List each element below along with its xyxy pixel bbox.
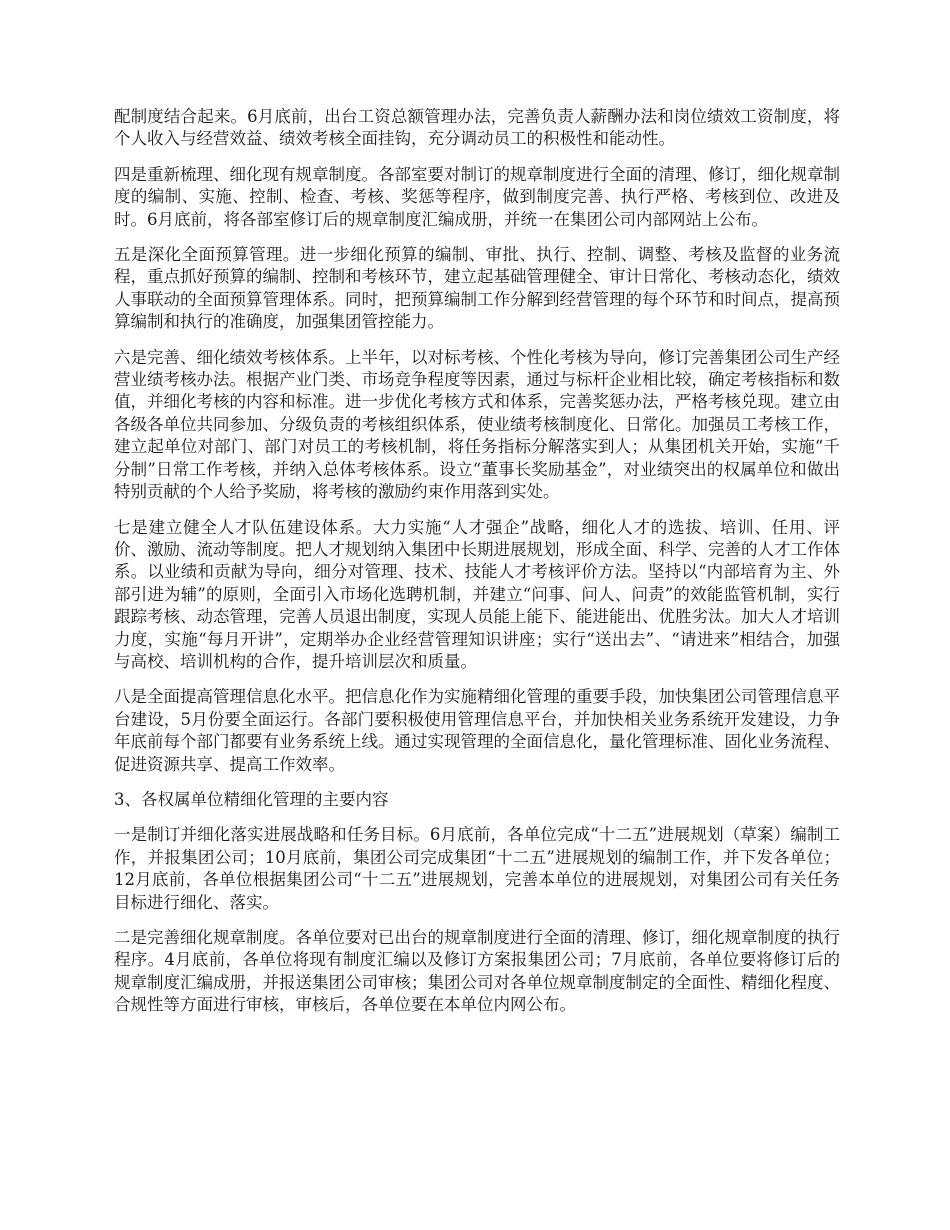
document-body [114,106,840,1030]
paragraph-unit-regulations: 二是完善细化规章制度。各单位要对已出台的规章制度进行全面的清理、修订，细化规章制度的执行程序。4月底前，各单位将现有制度汇编以及修订方案报集团公司；7月底前，各单位要将修订后的规章制度汇编成册，并报送集团公司审核；集团公司对各单位规章制度制定的全面性、精细化程度、合规性等方面进行审核，审核后，各单位要在本单位内网公布。 [114,928,840,1015]
paragraph-budget-management: 五是深化全面预算管理。进一步细化预算的编制、审批、执行、控制、调整、考核及监督的业务流程，重点抓好预算的编制、控制和考核环节，建立起基础管理健全、审计日常化、考核动态化，绩效人事联动的全面预算管理体系。同时，把预算编制工作分解到经营管理的每个环节和时间点，提高预算编制和执行的准确度，加强集团管控能力。 [114,245,840,332]
paragraph-performance-assessment: 六是完善、细化绩效考核体系。上半年，以对标考核、个性化考核为导向，修订完善集团公司生产经营业绩考核办法。根据产业门类、市场竞争程度等因素，通过与标杆企业相比较，确定考核指标和数值，并细化考核的内容和标准。进一步优化考核方式和体系，完善奖惩办法，严格考核兑现。建立由各级各单位共同参加、分级负责的考核组织体系，使业绩考核制度化、日常化。加强员工考核工作，建立起单位对部门、部门对员工的考核机制，将任务指标分解落实到人；从集团机关开始，实施“千分制”日常工作考核，并纳入总体考核体系。设立“董事长奖励基金”，对业绩突出的权属单位和做出特别贡献的个人给予奖励，将考核的激励约束作用落到实处。 [114,347,840,502]
paragraph-talent-system: 七是建立健全人才队伍建设体系。大力实施“人才强企”战略，细化人才的选拔、培训、任用、评价、激励、流动等制度。把人才规划纳入集团中长期进展规划，形成全面、科学、完善的人才工作体系。以业绩和贡献为导向，细分对管理、技术、技能人才考核评价方法。坚持以“内部培育为主、外部引进为辅”的原则，全面引入市场化选聘机制，并建立“问事、问人、问责”的效能监管机制，实行跟踪考核、动态管理，完善人员退出制度，实现人员能上能下、能进能出、优胜劣汰。加大人才培训力度，实施“每月开讲”，定期举办企业经营管理知识讲座；实行“送出去”、“请进来”相结合，加强与高校、培训机构的合作，提升培训层次和质量。 [114,517,840,671]
paragraph-salary-system: 配制度结合起来。6月底前，出台工资总额管理办法，完善负责人薪酬办法和岗位绩效工资制度，将个人收入与经营效益、绩效考核全面挂钩，充分调动员工的积极性和能动性。 [114,107,840,149]
paragraph-regulations-review: 四是重新梳理、细化现有规章制度。各部室要对制订的规章制度进行全面的清理、修订，细化规章制度的编制、实施、控制、检查、考核、奖惩等程序，做到制度完善、执行严格、考核到位、改进及时。6月底前，将各部室修订后的规章制度汇编成册，并统一在集团公司内部网站上公布。 [114,164,840,229]
paragraph-informatization: 八是全面提高管理信息化水平。把信息化作为实施精细化管理的重要手段，加快集团公司管理信息平台建设，5月份要全面运行。各部门要积极使用管理信息平台，并加快相关业务系统开发建设，力争年底前每个部门都要有业务系统上线。通过实现管理的全面信息化，量化管理标准、固化业务流程、促进资源共享、提高工作效率。 [114,687,840,774]
section-heading-subsidiaries: 3、各权属单位精细化管理的主要内容 [114,789,389,809]
paragraph-strategy-targets: 一是制订并细化落实进展战略和任务目标。6月底前，各单位完成“十二五”进展规划（草案）编制工作，并报集团公司；10月底前，集团公司完成集团“十二五”进展规划的编制工作，并下发各单位；12月底前，各单位根据集团公司“十二五”进展规划，完善本单位的进展规划，对集团公司有关任务目标进行细化、落实。 [114,825,840,912]
